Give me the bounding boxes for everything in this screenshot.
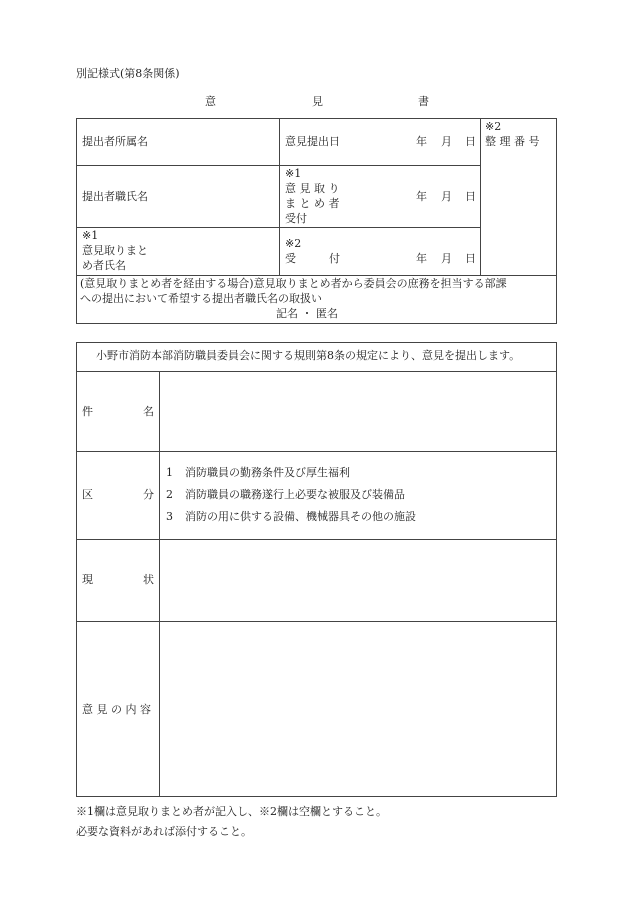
year-unit: 年 [416,190,427,203]
category-label: 区 分 [82,488,154,501]
collector-name-label: め者氏名 [82,259,126,272]
month-unit: 月 [441,135,452,148]
day-unit: 日 [465,190,476,203]
collector-receipt-label: 意 見 取 り [285,182,340,195]
reception-label: 受 付 [285,252,340,265]
category-option-2[interactable]: 2 消防職員の職務遂行上必要な被服及び装備品 [166,488,405,501]
category-option-3[interactable]: 3 消防の用に供する設備、機械器具その他の施設 [166,510,416,523]
category-option-1[interactable]: 1 消防職員の勤務条件及び厚生福利 [166,466,350,479]
collector-receipt-label: 受付 [285,212,307,225]
day-unit: 日 [465,252,476,265]
mark-2: ※2 [285,237,302,250]
current-status-field[interactable] [160,540,556,621]
form-reference: 別記様式(第8条関係) [76,67,180,80]
year-unit: 年 [416,252,427,265]
current-status-label: 現 状 [82,573,154,586]
collector-name-label: 意見取りまと [82,244,148,257]
submit-date-label: 意見提出日 [285,135,340,148]
name-handling-note: への提出において希望する提出者職氏名の取扱い [80,292,322,305]
footnote: ※1欄は意見取りまとめ者が記入し、※2欄は空欄とすること。 [76,805,387,818]
opinion-content-field[interactable] [160,622,556,796]
mark-1: ※1 [82,229,99,242]
title-char: 意 [205,95,216,108]
year-unit: 年 [416,135,427,148]
month-unit: 月 [441,190,452,203]
collector-receipt-label: ま と め 者 [285,197,340,210]
title-char: 書 [418,95,429,108]
title-char: 見 [312,95,323,108]
name-handling-note: (意見取りまとめ者を経由する場合)意見取りまとめ者から委員会の庶務を担当する部課 [80,277,507,290]
name-options: 記名 ・ 匿名 [276,307,338,320]
submitter-department-label: 提出者所属名 [82,135,148,148]
management-number-label: 整 理 番 号 [485,135,540,148]
footnote: 必要な資料があれば添付すること。 [76,825,252,838]
month-unit: 月 [441,252,452,265]
mark-2: ※2 [485,120,502,133]
mark-1: ※1 [285,167,302,180]
submitter-name-label: 提出者職氏名 [82,190,148,203]
subject-label: 件 名 [82,405,154,418]
day-unit: 日 [465,135,476,148]
intro-statement: 小野市消防本部消防職員委員会に関する規則第8条の規定により、意見を提出します。 [96,349,521,362]
subject-field[interactable] [160,372,556,451]
opinion-content-label: 意 見 の 内 容 [82,703,151,716]
